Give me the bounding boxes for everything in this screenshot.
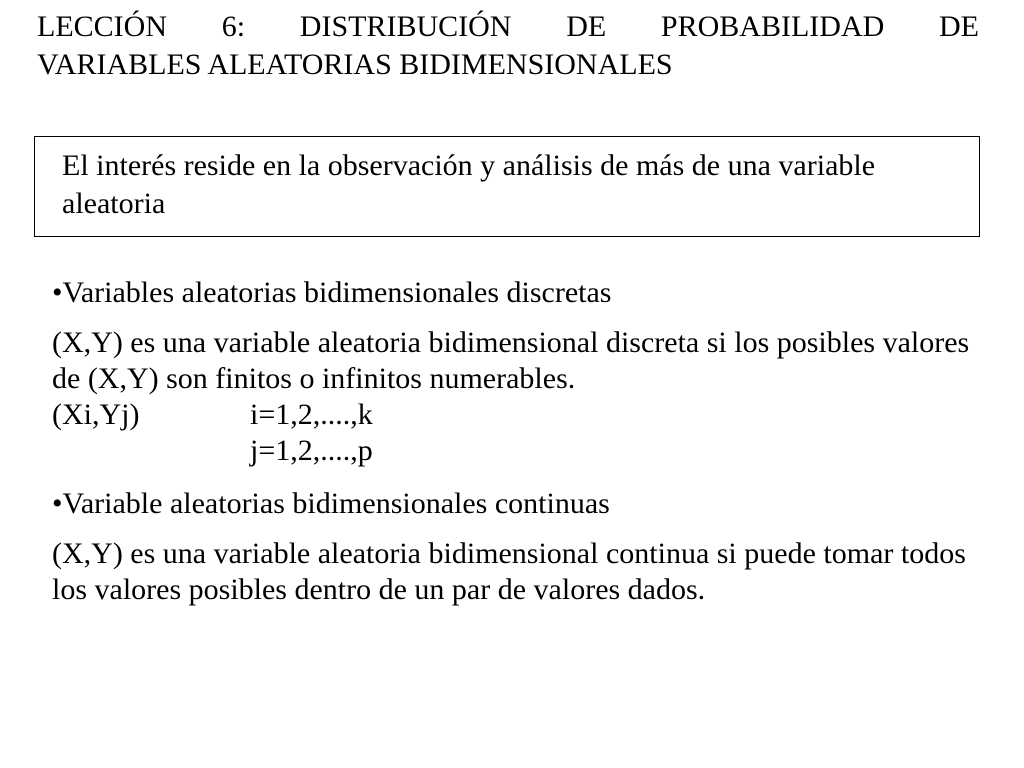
slide-title [37,8,979,84]
discrete-definition: (X,Y) es una variable aleatoria bidimensional discreta si los posibles valores de (X,Y) son finitos o infinitos numerables. [52,326,970,395]
discrete-bullet: •Variables aleatorias bidimensionales discretas [52,276,612,309]
i-range: i=1,2,....,k [250,398,373,431]
continuous-bullet: •Variable aleatorias bidimensionales continuas [52,487,610,520]
j-row-spacer [52,433,250,469]
slide-title-line-2: VARIABLES ALEATORIAS BIDIMENSIONALES [37,48,673,81]
slide-content [52,275,972,608]
intro-box-text: El interés reside en la observación y análisis de más de una variable aleatoria [62,149,876,220]
pair-label: (Xi,Yj) [52,398,140,431]
intro-box [34,136,980,237]
continuous-definition: (X,Y) es una variable aleatoria bidimensional continua si puede tomar todos los valores posibles dentro de un par de valores dados. [52,537,966,606]
pair-index-row [52,397,972,433]
slide-title-line-1: LECCIÓN 6: DISTRIBUCIÓN DE PROBABILIDAD DE [37,10,979,43]
j-index-row [52,433,972,469]
j-range: j=1,2,....,p [250,434,373,467]
